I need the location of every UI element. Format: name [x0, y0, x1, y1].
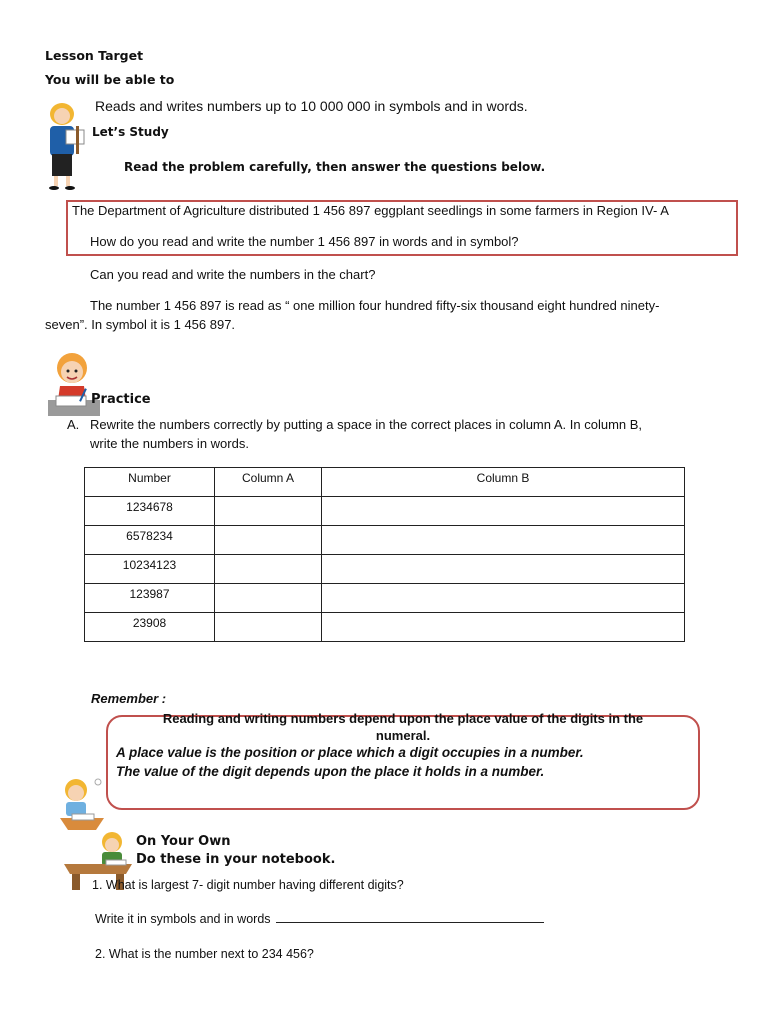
lesson-objective: Reads and writes numbers up to 10 000 000 in symbols and in words.: [95, 98, 528, 114]
own-question-2: 2. What is the number next to 234 456?: [95, 947, 314, 961]
table-row: [85, 497, 685, 526]
column-a-cell[interactable]: [215, 526, 322, 555]
number-cell: 1234678: [85, 497, 215, 526]
lesson-title: Lesson Target: [45, 48, 144, 63]
column-header-b: Column B: [322, 468, 685, 497]
column-a-cell[interactable]: [215, 584, 322, 613]
own-question-1-prompt: [95, 910, 544, 926]
table-row: [85, 584, 685, 613]
problem-line-1: The Department of Agriculture distributed 1 456 897 eggplant seedlings in some farmers in Region IV- A: [72, 203, 669, 218]
column-a-cell[interactable]: [215, 613, 322, 642]
own-heading: On Your Own: [136, 834, 231, 849]
table-header-row: [85, 468, 685, 497]
practice-item-line-1: Rewrite the numbers correctly by putting a space in the correct places in column A. In column B,: [90, 417, 643, 432]
remember-heading: Remember :: [91, 691, 167, 706]
column-b-cell[interactable]: [322, 497, 685, 526]
study-question: Can you read and write the numbers in the chart?: [90, 267, 376, 282]
number-cell: 10234123: [85, 555, 215, 584]
table-row: [85, 526, 685, 555]
own-subheading: Do these in your notebook.: [136, 852, 336, 867]
practice-heading: Practice: [91, 392, 151, 407]
number-cell: 123987: [85, 584, 215, 613]
practice-item-line-2: write the numbers in words.: [90, 436, 249, 451]
number-cell: 23908: [85, 613, 215, 642]
column-header-a: Column A: [215, 468, 322, 497]
column-b-cell[interactable]: [322, 526, 685, 555]
remember-line-4: The value of the digit depends upon the place it holds in a number.: [116, 764, 545, 779]
own-q1-prompt-text: Write it in symbols and in words: [95, 912, 271, 926]
remember-statement: [106, 710, 700, 744]
remember-line-1: Reading and writing numbers depend upon the place value of the digits in the: [162, 711, 644, 726]
teacher-illustration: [30, 100, 94, 192]
column-header-number: Number: [85, 468, 215, 497]
practice-item-letter: A.: [67, 417, 80, 432]
table-row: [85, 555, 685, 584]
column-b-cell[interactable]: [322, 555, 685, 584]
column-a-cell[interactable]: [215, 497, 322, 526]
remember-line-3: A place value is the position or place which a digit occupies in a number.: [116, 745, 584, 760]
column-b-cell[interactable]: [322, 613, 685, 642]
problem-line-2: How do you read and write the number 1 456 897 in words and in symbol?: [90, 234, 519, 249]
answer-line-1: The number 1 456 897 is read as “ one million four hundred fifty-six thousand eight hundred ninety-: [90, 298, 660, 313]
study-instruction: Read the problem carefully, then answer the questions below.: [124, 160, 546, 174]
column-a-cell[interactable]: [215, 555, 322, 584]
own-question-1: 1. What is largest 7- digit number having different digits?: [92, 878, 404, 892]
lesson-subtitle: You will be able to: [45, 72, 175, 87]
study-heading: Let’s Study: [92, 125, 169, 139]
answer-blank-line[interactable]: [276, 910, 544, 923]
answer-line-2: seven”. In symbol it is 1 456 897.: [45, 317, 236, 332]
girl-thinking-illustration: [52, 776, 108, 832]
table-row: [85, 613, 685, 642]
practice-table: [84, 467, 685, 642]
remember-line-2: numeral.: [375, 728, 431, 743]
number-cell: 6578234: [85, 526, 215, 555]
column-b-cell[interactable]: [322, 584, 685, 613]
